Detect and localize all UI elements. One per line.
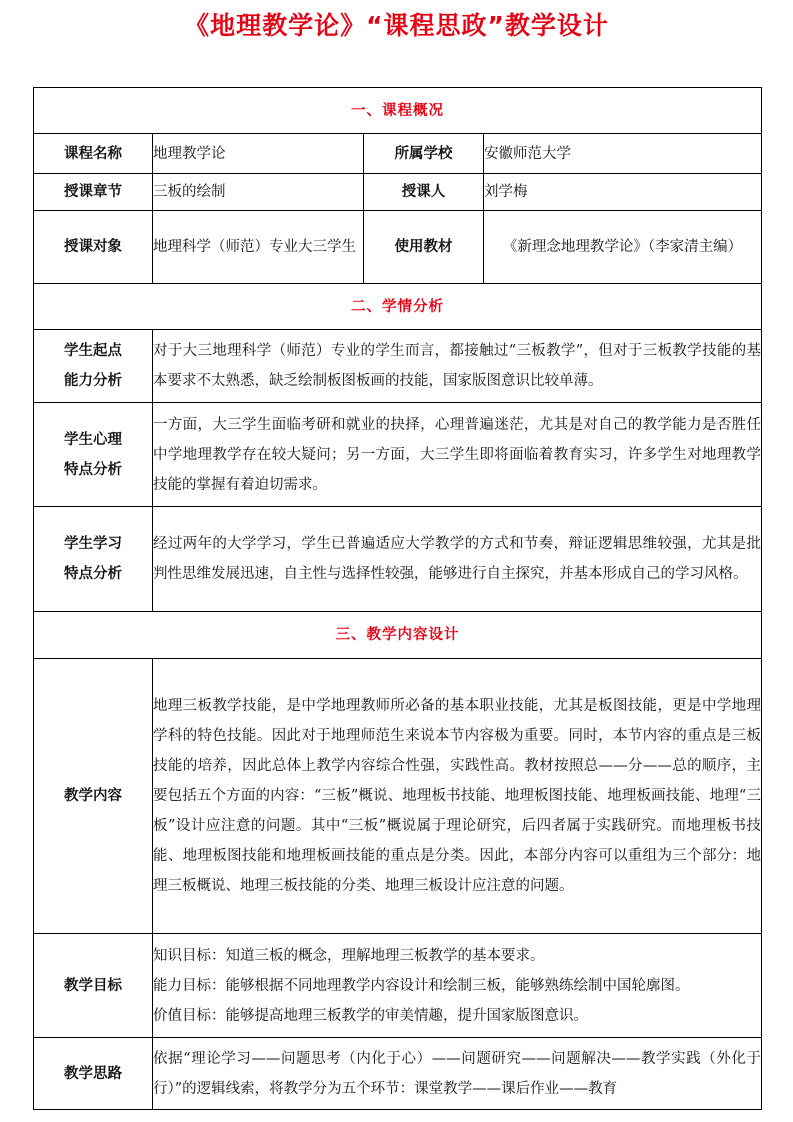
table-row (34, 1038, 762, 1110)
school-label: 所属学校 (364, 134, 484, 174)
goals-label: 教学目标 (34, 934, 153, 1038)
teacher-label: 授课人 (364, 174, 484, 211)
audience-value: 地理科学（师范）专业大三学生 (153, 211, 364, 284)
goal-knowledge: 知识目标：知道三板的概念，理解地理三板教学的基本要求。 (153, 947, 545, 964)
table-row (34, 659, 762, 934)
psych-traits-text: 一方面，大三学生面临考研和就业的抉择，心理普遍迷茫，尤其是对自己的教学能力是否胜任中学地理教学存在较大疑问；另一方面，大三学生即将面临着教育实习，许多学生对地理教学技能的掌握有着迫切需求。 (153, 403, 762, 507)
goal-ability: 能力目标：能够根据不同地理教学内容设计和绘制三板，能够熟练绘制中国轮廓图。 (153, 977, 690, 994)
start-ability-label-line-1: 学生起点 (64, 343, 122, 359)
approach-text: 依据“理论学习——问题思考（内化于心）——问题研究——问题解决——教学实践（外化于行）”的逻辑线索，将教学分为五个环节：课堂教学——课后作业——教育 (153, 1038, 762, 1110)
learning-traits-label (34, 507, 153, 612)
section-header-row (34, 284, 762, 330)
table-row (34, 934, 762, 1038)
goals-cell (153, 934, 762, 1038)
psych-traits-label-line-1: 学生心理 (64, 431, 122, 448)
psych-traits-label (34, 403, 153, 507)
table-row (34, 211, 762, 284)
table-row (34, 330, 762, 403)
content-text: 地理三板教学技能，是中学地理教师所必备的基本职业技能，尤其是板图技能，更是中学地理学科的特色技能。因此对于地理师范生来说本节内容极为重要。同时，本节内容的重点是三板技能的培养，因此总体上教学内容综合性强，实践性高。教材按照总——分——总的顺序，主要包括五个方面的内容：“三板”概说、地理板书技能、地理板图技能、地理板画技能、地理“三板”设计应注意的问题。其中“三板”概说属于理论研究，后四者属于实践研究。而地理板书技能、地理板图技能和地理板画技能的重点是分类。因此，本部分内容可以重组为三个部分：地理三板概说、地理三板技能的分类、地理三板设计应注意的问题。 (153, 659, 762, 934)
section-title-learner-analysis: 二、学情分析 (34, 284, 762, 330)
section-header-row (34, 612, 762, 659)
course-name-value: 地理教学论 (153, 134, 364, 174)
section-title-content-design: 三、教学内容设计 (34, 612, 762, 659)
start-ability-label-line-2: 能力分析 (64, 373, 122, 389)
learning-traits-text: 经过两年的大学学习，学生已普遍适应大学教学的方式和节奏，辩证逻辑思维较强，尤其是批判性思维发展迅速，自主性与选择性较强，能够进行自主探究，并基本形成自己的学习风格。 (153, 507, 762, 612)
table-row (34, 174, 762, 211)
document-title: 《地理教学论》“课程思政”教学设计 (184, 11, 609, 40)
psych-traits-label-line-2: 特点分析 (64, 461, 122, 478)
chapter-label: 授课章节 (34, 174, 153, 211)
start-ability-text: 对于大三地理科学（师范）专业的学生而言，都接触过“三板教学”，但对于三板教学技能的基本要求不太熟悉，缺乏绘制板图板画的技能，国家版图意识比较单薄。 (153, 330, 762, 403)
table-row (34, 507, 762, 612)
teacher-value: 刘学梅 (484, 174, 762, 211)
chapter-value: 三板的绘制 (153, 174, 364, 211)
section-title-overview: 一、课程概况 (34, 88, 762, 134)
goal-value: 价值目标：能够提高地理三板教学的审美情趣，提升国家版图意识。 (153, 1007, 588, 1024)
approach-label: 教学思路 (34, 1038, 153, 1110)
section-header-row (34, 88, 762, 134)
course-name-label: 课程名称 (34, 134, 153, 174)
textbook-label: 使用教材 (364, 211, 484, 284)
audience-label: 授课对象 (34, 211, 153, 284)
start-ability-label (34, 330, 153, 403)
table-row (34, 134, 762, 174)
table-row (34, 403, 762, 507)
learning-traits-label-line-2: 特点分析 (64, 566, 122, 582)
learning-traits-label-line-1: 学生学习 (64, 536, 122, 552)
textbook-value: 《新理念地理教学论》（李家清主编） (484, 211, 762, 284)
course-design-table (33, 87, 762, 1110)
content-label: 教学内容 (34, 659, 153, 934)
school-value: 安徽师范大学 (484, 134, 762, 174)
